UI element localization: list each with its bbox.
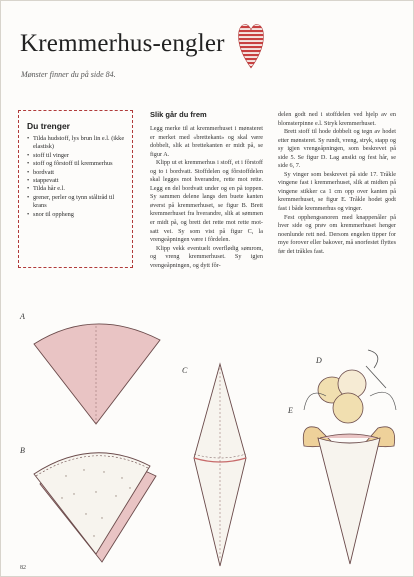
paragraph: Klipp vekk eventuelt overflødig sømrom, og vreng kremmerhuset. Sy igjen vrengeåpningen, og dytt fôr- bbox=[150, 244, 263, 269]
materials-box bbox=[18, 110, 133, 268]
list-item: • Tilda hudstoff, lys brun lin e.l. (ikke elastisk) bbox=[27, 135, 126, 152]
list-item: • grener, perler og tynn ståltråd til krans bbox=[27, 194, 126, 211]
figure-b-illustration bbox=[26, 436, 162, 568]
pattern-note: Mønster finner du på side 84. bbox=[21, 70, 116, 79]
figure-c-illustration bbox=[188, 360, 252, 570]
paragraph: Legg merke til at kremmerhuset i mønsteret er merket med «brettekant» og skal være dobbelt, slik at brettekanten er midt på, se figur A. bbox=[150, 125, 263, 158]
list-item: • stappevatt bbox=[27, 177, 126, 185]
figure-label-c: C bbox=[182, 366, 188, 375]
figure-label-b: B bbox=[20, 446, 25, 455]
figure-label-e: E bbox=[288, 406, 293, 415]
paragraph: Fest opphengssnoren med knappenåler på hver side og prøv om kremmerhuset henger noenlunde rett ned. Dersom engelen tipper for mye forover eller bakover, må snorfestet flyttes før det tråkles fast. bbox=[278, 213, 396, 255]
page-title: Kremmerhus-engler bbox=[20, 30, 225, 57]
materials-list bbox=[27, 135, 126, 219]
list-item: • stoff og fôrstoff til kremmerhus bbox=[27, 160, 126, 168]
paragraph: Brett stoff til hode dobbelt og tegn av hodet etter mønsteret. Sy rundt, vreng, stryk, stapp og sy igjen vrengeåpningen, som beskrevet på side 5. Se figur D. Lag ansikt og fest hår, se side 6, 7. bbox=[278, 128, 396, 170]
list-item: • snor til oppheng bbox=[27, 211, 126, 219]
paragraph: delen godt ned i stoffdelen ved hjelp av en blomsterpinne e.l. Stryk kremmerhuset. bbox=[278, 111, 396, 127]
figure-a-illustration bbox=[28, 316, 166, 428]
materials-title: Du trenger bbox=[27, 121, 70, 131]
list-item: • stoff til vinger bbox=[27, 152, 126, 160]
striped-heart-icon bbox=[236, 18, 266, 70]
instructions-column-1 bbox=[150, 125, 263, 270]
paragraph: Klipp ut et kremmerhus i stoff, et i fôrstoff og to i bordvatt. Stoffdelen og fôrstoffdelen skal legges mot hverandre, rette mot rette. Legg en del bordvatt under og en på toppen. Sy sammen delene langs den buete kanten øverst på kremmerhuset, se figur B. Brett kremmerhuset fra hverandre, slik at sømmen er midt på, og brett det rette mot rette mot-satt vei. Sy som vist på figur C, la vrengeåpningen være i fôrdelen. bbox=[150, 159, 263, 244]
list-item: • bordvatt bbox=[27, 169, 126, 177]
instructions-column-2 bbox=[278, 111, 396, 256]
page-number: 82 bbox=[20, 565, 26, 571]
list-item: • Tilda hår e.l. bbox=[27, 185, 126, 193]
figure-label-a: A bbox=[20, 312, 25, 321]
paragraph: Sy vinger som beskrevet på side 17. Tråkle vingene fast i kremmerhuset, slik at midten på vingene stikker ca 1 cm opp over kanten på kremmerhuset, se figur E. Tråkle hodet godt fast i både kremmerhus og vinger. bbox=[278, 170, 396, 213]
instructions-heading: Slik går du frem bbox=[150, 110, 207, 119]
figure-label-d: D bbox=[316, 356, 322, 365]
figure-e-illustration bbox=[296, 388, 404, 570]
